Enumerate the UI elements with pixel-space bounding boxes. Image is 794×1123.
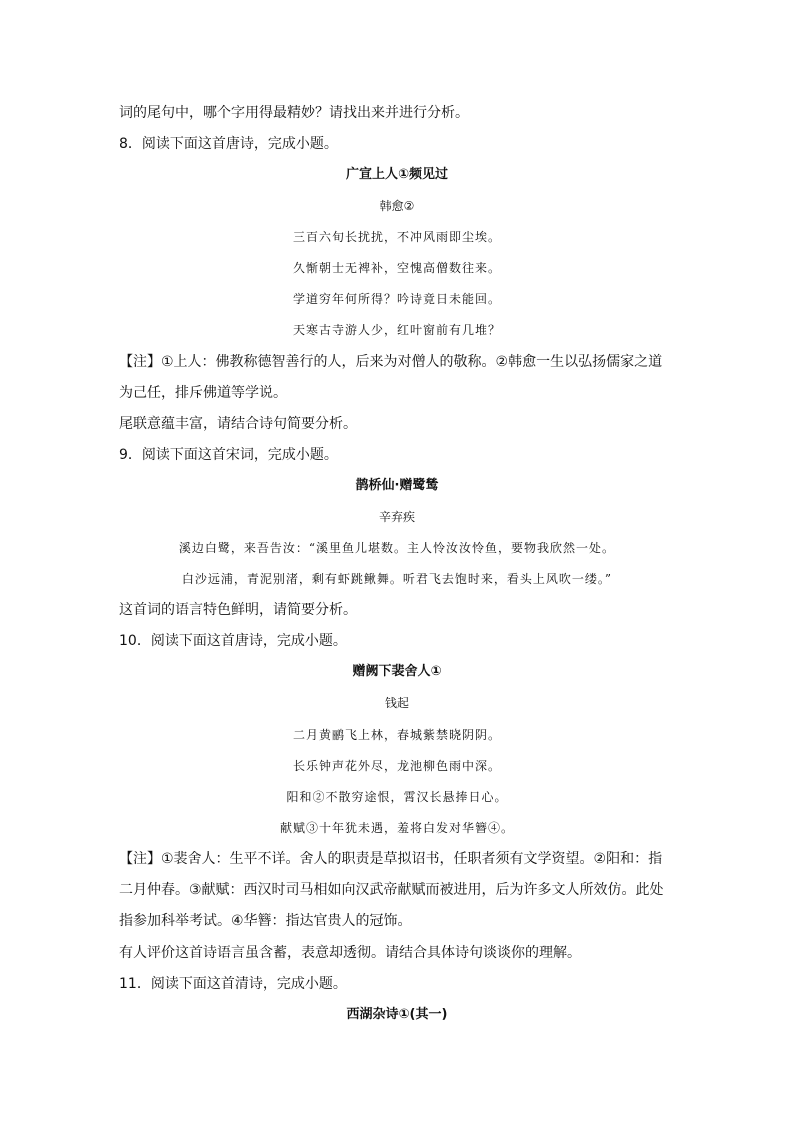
poem-10-verse-1: 二月黄鹂飞上林，春城紫禁晓阴阴。 [292, 728, 501, 742]
question-11-intro: 11．阅读下面这首清诗，完成小题。 [119, 976, 347, 992]
question-10-intro: 10．阅读下面这首唐诗，完成小题。 [119, 633, 347, 649]
poem-8-title: 广宣上人①频见过 [345, 167, 448, 182]
poem-10-title: 赠阙下裴舍人① [352, 664, 442, 679]
poem-9-title: 鹊桥仙·赠鹭鸶 [355, 478, 439, 493]
poem-10-note-line-2: 二月仲春。③献赋：西汉时司马相如向汉武帝献赋而被进用，后为许多文人所效仿。此处 [119, 882, 664, 898]
poem-8-verse-4: 天寒古寺游人少，红叶窗前有几堆？ [292, 323, 501, 337]
poem-9-author: 辛弃疾 [378, 510, 415, 524]
poem-9-verse-2: 白沙远浦，青泥别渚，剩有虾跳鳅舞。听君飞去饱时来，看头上风吹一缕。” [181, 572, 613, 586]
poem-11-title: 西湖杂诗①(其一) [346, 1007, 448, 1022]
question-10-prompt: 有人评价这首诗语言虽含蓄，表意却透彻。请结合具体诗句谈谈你的理解。 [119, 945, 581, 961]
poem-10-verse-2: 长乐钟声花外尽，龙池柳色雨中深。 [292, 759, 501, 773]
question-9-prompt: 这首词的语言特色鲜明，请简要分析。 [119, 602, 357, 618]
poem-10-note-line-1: 【注】①裴舍人：生平不详。舍人的职责是草拟诏书，任职者须有文学资望。②阳和：指 [119, 851, 663, 867]
poem-10-author: 钱起 [384, 696, 409, 710]
poem-8-verse-2: 久惭朝士无裨补，空愧高僧数往来。 [292, 261, 501, 275]
poem-10-verse-4: 献赋③十年犹未遇，羞将白发对华簪④。 [279, 821, 514, 835]
poem-10-verse-3: 阳和②不散穷途恨，霄汉长悬捧日心。 [286, 790, 508, 804]
poem-10-note-line-3: 指参加科举考试。④华簪：指达官贵人的冠饰。 [119, 913, 412, 929]
poem-8-author: 韩愈② [379, 199, 415, 213]
poem-8-note-line-1: 【注】①上人：佛教称德智善行的人，后来为对僧人的敬称。②韩愈一生以弘扬儒家之道 [119, 354, 663, 370]
question-8-prompt: 尾联意蕴丰富，请结合诗句简要分析。 [119, 416, 357, 432]
question-7-tail: 词的尾句中，哪个字用得最精妙？请找出来并进行分析。 [119, 105, 469, 121]
poem-8-verse-1: 三百六旬长扰扰，不冲风雨即尘埃。 [292, 230, 501, 244]
poem-8-verse-3: 学道穷年何所得？吟诗竟日未能回。 [292, 292, 501, 306]
poem-9-verse-1: 溪边白鹭，来吾告汝：“溪里鱼儿堪数。主人怜汝汝怜鱼，要物我欣然一处。 [178, 541, 616, 555]
poem-8-note-line-2: 为己任，排斥佛道等学说。 [119, 385, 287, 401]
question-9-intro: 9．阅读下面这首宋词，完成小题。 [119, 447, 338, 463]
question-8-intro: 8．阅读下面这首唐诗，完成小题。 [119, 136, 338, 152]
